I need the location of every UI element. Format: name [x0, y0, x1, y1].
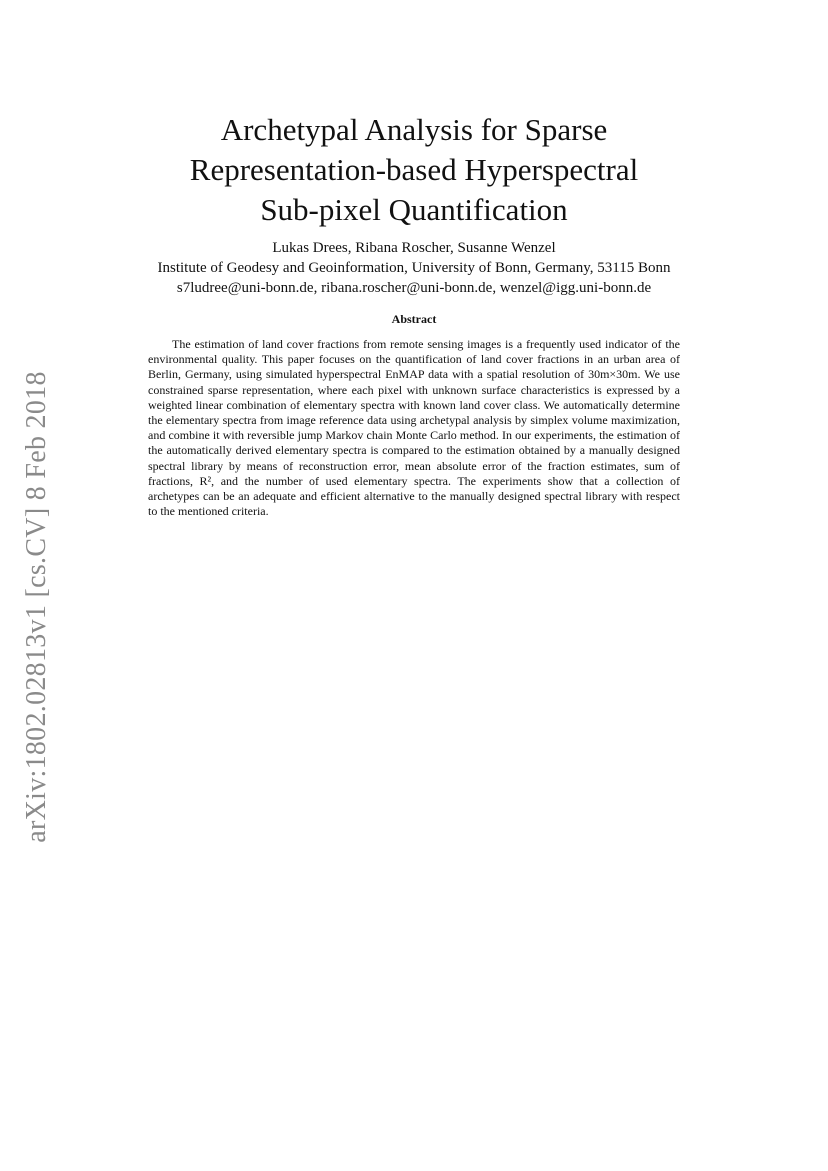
author-emails: s7ludree@uni-bonn.de, ribana.roscher@uni-bonn.de, wenzel@igg.uni-bonn.de [176, 280, 652, 296]
paper-title-line-1: Archetypal Analysis for Sparse [220, 112, 608, 147]
arxiv-identifier-text: arXiv:1802.02813v1 [cs.CV] 8 Feb 2018 [21, 371, 52, 843]
paper-title-line-2: Representation-based Hyperspectral [189, 152, 639, 187]
author-affiliation: Institute of Geodesy and Geoinformation, University of Bonn, Germany, 53115 Bonn [157, 260, 671, 276]
author-block [60, 238, 768, 298]
paper-title [100, 110, 728, 230]
paper-title-line-3: Sub-pixel Quantification [260, 192, 568, 227]
author-names: Lukas Drees, Ribana Roscher, Susanne Wenzel [272, 240, 556, 256]
abstract-text: The estimation of land cover fractions from remote sensing images is a frequently used indicator of the environmental quality. This paper focuses on the quantification of land cover fractions in an urban area of Berlin, Germany, using simulated hyperspectral EnMAP data with a spatial resolution of 30m×30m. We use constrained sparse representation, where each pixel with unknown surface characteristics is expressed by a weighted linear combination of elementary spectra with known land cover class. We automatically determine the elementary spectra from image reference data using archetypal analysis by simplex volume maximization, and combine it with reversible jump Markov chain Monte Carlo method. In our experiments, the estimation of the automatically derived elementary spectra is compared to the estimation obtained by a manually designed spectral library by means of reconstruction error, mean absolute error of the fraction estimates, sum of fractions, R², and the number of used elementary spectra. The experiments show that a collection of archetypes can be an adequate and efficient alternative to the manually designed spectral library with respect to the mentioned criteria. [148, 337, 680, 519]
abstract-heading: Abstract [391, 312, 437, 326]
